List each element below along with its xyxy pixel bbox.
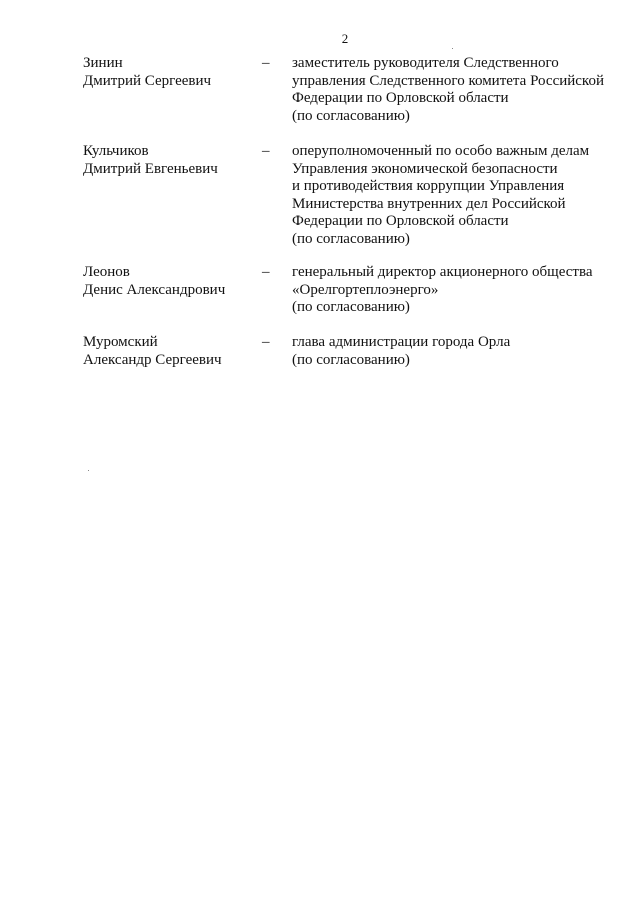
dash-separator: –: [262, 55, 270, 71]
member-surname: Зинин: [83, 55, 123, 71]
member-given-names: Дмитрий Сергеевич: [83, 72, 212, 89]
position-line: Федерации по Орловской области: [292, 90, 509, 106]
member-surname: Кульчиков: [83, 143, 149, 159]
dash-separator: –: [262, 264, 270, 280]
member-position: [292, 264, 632, 317]
position-line: Федерации по Орловской области: [292, 213, 509, 229]
position-line: Управления экономической безопасности: [292, 160, 558, 177]
member-surname: Муромский: [83, 334, 158, 350]
member-position: [292, 143, 632, 248]
position-line: Министерства внутренних дел Российской: [292, 195, 566, 212]
member-name: [83, 55, 258, 90]
position-line: управления Следственного комитета Российской: [292, 72, 604, 89]
scan-speck: [88, 470, 89, 471]
member-position: [292, 55, 632, 125]
position-line: (по согласованию): [292, 230, 410, 247]
member-given-names: Денис Александрович: [83, 281, 226, 298]
position-line: (по согласованию): [292, 351, 410, 368]
member-position: [292, 334, 632, 369]
position-line: и противодействия коррупции Управления: [292, 178, 565, 194]
member-given-names: Дмитрий Евгеньевич: [83, 160, 218, 177]
dash-separator: –: [262, 143, 270, 159]
member-name: [83, 334, 258, 369]
member-name: [83, 143, 258, 178]
scan-speck: [452, 48, 453, 49]
position-line: генеральный директор акционерного общества: [292, 264, 593, 280]
position-line: заместитель руководителя Следственного: [292, 55, 559, 71]
position-line: (по согласованию): [292, 299, 410, 315]
position-line: оперуполномоченный по особо важным делам: [292, 143, 590, 159]
position-line: глава администрации города Орла: [292, 334, 511, 350]
dash-separator: –: [262, 334, 270, 350]
position-line: (по согласованию): [292, 107, 410, 124]
position-line: «Орелгортеплоэнерго»: [292, 281, 439, 298]
member-given-names: Александр Сергеевич: [83, 351, 222, 368]
page-number: 2: [341, 31, 349, 46]
member-name: [83, 264, 258, 299]
member-surname: Леонов: [83, 264, 130, 280]
